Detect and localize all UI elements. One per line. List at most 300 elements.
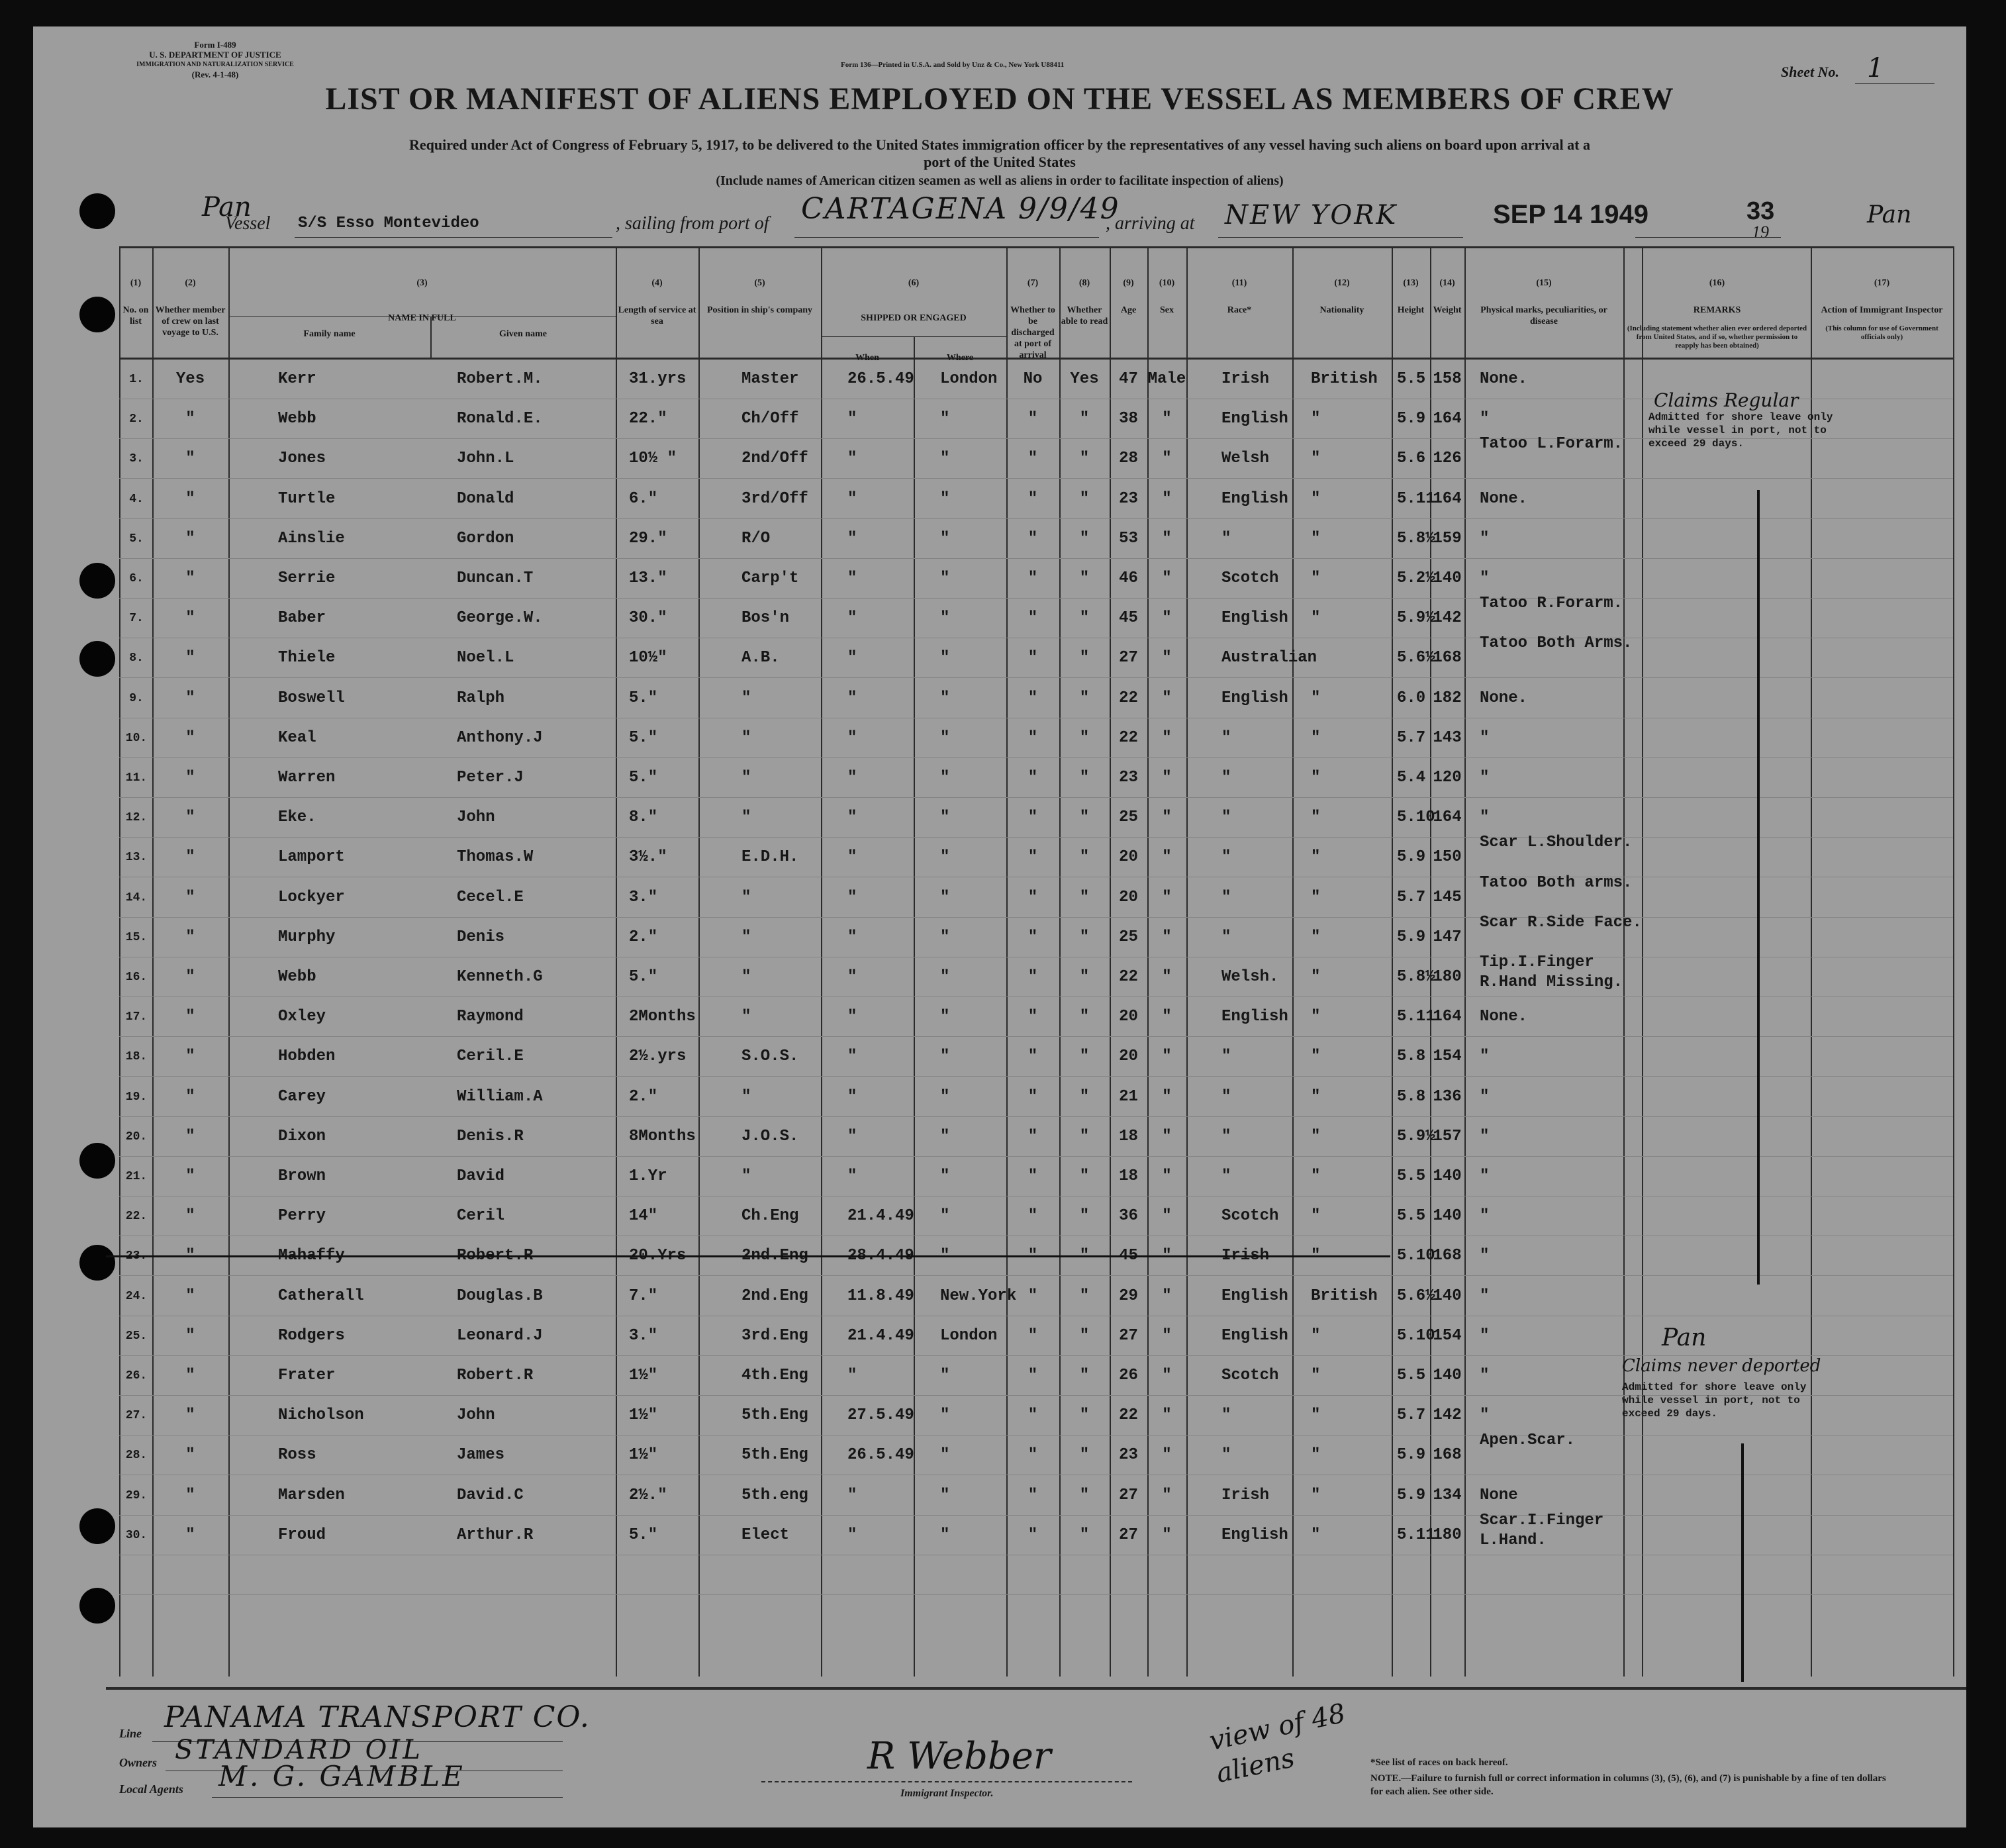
row-given: John.L (457, 450, 514, 467)
row-when: 21.4.49 (847, 1327, 914, 1345)
row-sex: " (1162, 649, 1172, 667)
row-race: Australian (1221, 649, 1317, 667)
row-no: 23. (125, 1249, 148, 1263)
row-where: " (940, 928, 950, 946)
column-divider (616, 246, 617, 1677)
shipped-subheader-split (914, 336, 915, 1677)
row-sex: " (1162, 1247, 1172, 1265)
row-weight: 143 (1433, 729, 1462, 747)
row-last-voyage: " (185, 1486, 195, 1504)
column-number: (4) (651, 278, 663, 288)
row-race: English (1221, 410, 1288, 428)
row-no: 19. (125, 1091, 148, 1104)
row-service: 29." (629, 530, 667, 548)
row-height: 5.11 (1397, 1008, 1435, 1026)
row-last-voyage: " (185, 1247, 195, 1265)
row-marks: " (1480, 769, 1490, 787)
row-nationality: " (1311, 1526, 1321, 1544)
row-no: 7. (129, 612, 144, 625)
row-marks: None. (1480, 370, 1528, 388)
row-height: 5.6½ (1397, 1287, 1435, 1305)
row-position: Master (741, 370, 799, 388)
row-race: " (1221, 1406, 1231, 1424)
remarks-shore-leave-2: Admitted for shore leave only while vessel in port, not to exceed 29 days. (1622, 1381, 1807, 1420)
row-height: 5.8½ (1397, 530, 1435, 548)
row-race: Scotch (1221, 1207, 1279, 1225)
column-divider (698, 246, 700, 1677)
row-height: 5.11 (1397, 490, 1435, 508)
sheet-number: 1 (1867, 53, 1884, 83)
department-name: U. S. DEPARTMENT OF JUSTICE (149, 50, 281, 60)
row-marks: Tatoo Both arms. (1480, 874, 1633, 892)
row-given: Gordon (457, 530, 514, 548)
row-height: 5.6½ (1397, 649, 1435, 667)
row-rule (119, 518, 1953, 519)
row-last-voyage: " (185, 1367, 195, 1385)
row-sex: " (1162, 1128, 1172, 1145)
sailing-label: , sailing from port of (616, 213, 769, 234)
row-height: 5.9½ (1397, 609, 1435, 627)
row-service: 30." (629, 609, 667, 627)
row-race: " (1221, 729, 1231, 747)
sailing-port: CARTAGENA 9/9/49 (801, 192, 1120, 226)
row-family: Ross (278, 1446, 316, 1464)
row-where: " (940, 1128, 950, 1145)
row-no: 28. (125, 1449, 148, 1462)
row-no: 4. (129, 493, 144, 506)
row-weight: 168 (1433, 1446, 1462, 1464)
row-weight: 142 (1433, 609, 1462, 627)
row-height: 5.9 (1397, 928, 1426, 946)
row-service: 5." (629, 1526, 658, 1544)
row-nationality: " (1311, 1446, 1321, 1464)
failure-note: NOTE.—Failure to furnish full or correct information in columns (3), (5), (6), and (7) is punishable by a fine of ten dollars for each alien. See other side. (1370, 1773, 1886, 1797)
row-no: 8. (129, 652, 144, 665)
row-given: John (457, 1406, 495, 1424)
row-service: 5." (629, 769, 658, 787)
row-no: 10. (125, 732, 148, 745)
row-when: " (847, 649, 857, 667)
row-marks: " (1480, 1406, 1490, 1424)
row-read: " (1079, 848, 1090, 866)
row-when: " (847, 928, 857, 946)
column-header: Position in ship's company (706, 305, 813, 315)
row-discharge: " (1027, 1367, 1038, 1385)
row-nationality: " (1311, 1047, 1321, 1065)
row-sex: " (1162, 769, 1172, 787)
column-header: NAME IN FULL (388, 313, 456, 323)
row-read: " (1079, 1008, 1090, 1026)
row-nationality: " (1311, 410, 1321, 428)
inspector-label: Immigrant Inspector. (900, 1788, 994, 1799)
row-rule (119, 478, 1953, 479)
row-no: 1. (129, 373, 144, 386)
row-given: David.C (457, 1486, 524, 1504)
row-sex: " (1162, 530, 1172, 548)
row-where: " (940, 1247, 950, 1265)
row-height: 5.5 (1397, 1167, 1426, 1185)
row-weight: 142 (1433, 1406, 1462, 1424)
row-height: 5.11 (1397, 1526, 1435, 1544)
column-header: Length of service at sea (618, 305, 696, 326)
row-no: 15. (125, 931, 148, 944)
row-race: Irish (1221, 1247, 1270, 1265)
row-marks: Tatoo R.Forarm. (1480, 595, 1623, 612)
row-height: 5.5 (1397, 1207, 1426, 1225)
row-no: 18. (125, 1050, 148, 1063)
row-service: 2½.yrs (629, 1047, 687, 1065)
column-divider (1464, 246, 1466, 1677)
row-family: Dixon (278, 1128, 326, 1145)
row-family: Webb (278, 410, 316, 428)
row-where: " (940, 1088, 950, 1106)
row-position: " (741, 928, 751, 946)
row-last-voyage: " (185, 848, 195, 866)
column-header: SHIPPED OR ENGAGED (861, 313, 967, 323)
row-when: " (847, 1128, 857, 1145)
row-given: Robert.M. (457, 370, 543, 388)
column-subheader: Where (946, 353, 974, 363)
row-race: Welsh (1221, 450, 1270, 467)
row-given: Denis.R (457, 1128, 524, 1145)
row-sex: " (1162, 410, 1172, 428)
row-last-voyage: " (185, 530, 195, 548)
row-race: " (1221, 1047, 1231, 1065)
row-when: " (847, 848, 857, 866)
row-service: 3½." (629, 848, 667, 866)
row-when: 26.5.49 (847, 1446, 914, 1464)
row-weight: 164 (1433, 490, 1462, 508)
row-where: " (940, 1446, 950, 1464)
row-rule (119, 1076, 1953, 1077)
row-rule (119, 1036, 1953, 1037)
row-family: Carey (278, 1088, 326, 1106)
row-where: " (940, 729, 950, 747)
subtitle-act: Required under Act of Congress of February 5, 1917, to be delivered to the United States immigration officer by the representatives of any vessel having such aliens on board upon arrival at a (409, 136, 1590, 153)
row-weight: 136 (1433, 1088, 1462, 1106)
column-header: Whether to be discharged at port of arrival (1010, 305, 1055, 360)
row-position: " (741, 889, 751, 906)
line-value: PANAMA TRANSPORT CO. (164, 1700, 591, 1734)
row-weight: 140 (1433, 1367, 1462, 1385)
row-height: 5.9 (1397, 410, 1426, 428)
service-name: IMMIGRATION AND NATURALIZATION SERVICE (136, 61, 294, 68)
row-position: " (741, 1167, 751, 1185)
column-header: Action of Immigrant Inspector (1821, 305, 1943, 315)
row-read: " (1079, 689, 1090, 707)
row-age: 26 (1119, 1367, 1138, 1385)
row-marks: " (1480, 1327, 1490, 1345)
row-nationality: " (1311, 1008, 1321, 1026)
row-nationality: British (1311, 1287, 1378, 1305)
row-given: Anthony.J (457, 729, 543, 747)
row-service: 2Months (629, 1008, 696, 1026)
row-marks: " (1480, 729, 1490, 747)
row-discharge: " (1027, 410, 1038, 428)
agents-value: M. G. GAMBLE (218, 1760, 465, 1792)
row-service: 7." (629, 1287, 658, 1305)
row-position: J.O.S. (741, 1128, 799, 1145)
row-discharge: " (1027, 1207, 1038, 1225)
row-race: Scotch (1221, 1367, 1279, 1385)
row-family: Baber (278, 609, 326, 627)
row-age: 21 (1119, 1088, 1138, 1106)
row-service: 14" (629, 1207, 658, 1225)
row-given: George.W. (457, 609, 543, 627)
row-given: David (457, 1167, 505, 1185)
row-weight: 134 (1433, 1486, 1462, 1504)
row-service: 8Months (629, 1128, 696, 1145)
row-race: Irish (1221, 370, 1270, 388)
inspector-signature: R Webber (867, 1735, 1051, 1778)
column-divider (1953, 246, 1954, 1677)
row-no: 24. (125, 1290, 148, 1303)
row-service: 31.yrs (629, 370, 687, 388)
row-marks: " (1480, 569, 1490, 587)
row-nationality: " (1311, 1486, 1321, 1504)
row-weight: 120 (1433, 769, 1462, 787)
row-given: Noel.L (457, 649, 514, 667)
row-no: 11. (125, 771, 148, 785)
row-family: Turtle (278, 490, 336, 508)
row-nationality: " (1311, 1406, 1321, 1424)
row-height: 5.10 (1397, 808, 1435, 826)
row-position: 5th.eng (741, 1486, 808, 1504)
row-weight: 140 (1433, 1207, 1462, 1225)
row-marks: Tatoo L.Forarm. (1480, 435, 1623, 453)
row-family: Mahaffy (278, 1247, 345, 1265)
row-race: English (1221, 1327, 1288, 1345)
row-when: 11.8.49 (847, 1287, 914, 1305)
row-discharge: " (1027, 450, 1038, 467)
row-last-voyage: " (185, 1008, 195, 1026)
row-discharge: " (1027, 530, 1038, 548)
row-read: " (1079, 1446, 1090, 1464)
row-weight: 140 (1433, 1167, 1462, 1185)
row-read: " (1079, 1486, 1090, 1504)
column-divider (1811, 246, 1812, 1677)
row-height: 5.10 (1397, 1327, 1435, 1345)
row-when: " (847, 490, 857, 508)
row-read: " (1079, 889, 1090, 906)
row-last-voyage: " (185, 1088, 195, 1106)
row-discharge: " (1027, 1047, 1038, 1065)
row-service: 1.Yr (629, 1167, 667, 1185)
row-age: 22 (1119, 968, 1138, 986)
column-header: Sex (1160, 305, 1174, 315)
row-marks: Tip.I.Finger R.Hand Missing. (1480, 953, 1623, 991)
column-number: (3) (416, 278, 428, 288)
agents-underline (212, 1797, 563, 1798)
row-weight: 164 (1433, 1008, 1462, 1026)
row-height: 6.0 (1397, 689, 1426, 707)
row-discharge: " (1027, 609, 1038, 627)
column-header: No. on list (122, 305, 149, 326)
row-sex: " (1162, 1047, 1172, 1065)
row-sex: " (1162, 928, 1172, 946)
row-marks: " (1480, 1128, 1490, 1145)
row-where: London (940, 1327, 998, 1345)
line-label: Line (119, 1727, 142, 1740)
row-race: " (1221, 889, 1231, 906)
row-when: " (847, 1008, 857, 1026)
row-service: 10½ " (629, 450, 677, 467)
row-when: " (847, 889, 857, 906)
column-divider (1392, 246, 1393, 1677)
row-given: Denis (457, 928, 505, 946)
row-where: New.York (940, 1287, 1017, 1305)
row-given: Raymond (457, 1008, 524, 1026)
row-sex: " (1162, 729, 1172, 747)
row-discharge: " (1027, 1446, 1038, 1464)
row-family: Frater (278, 1367, 336, 1385)
row-where: " (940, 968, 950, 986)
row-age: 25 (1119, 928, 1138, 946)
row-position: 3rd.Eng (741, 1327, 808, 1345)
row-read: " (1079, 769, 1090, 787)
column-subheader: Family name (303, 329, 356, 339)
owners-value: STANDARD OIL (175, 1735, 423, 1765)
column-number: (11) (1231, 278, 1247, 288)
column-number: (15) (1536, 278, 1552, 288)
vessel-name: S/S Esso Montevideo (298, 215, 479, 232)
row-race: English (1221, 1287, 1288, 1305)
row-when: 21.4.49 (847, 1207, 914, 1225)
column-divider (1292, 246, 1294, 1677)
row-marks: " (1480, 808, 1490, 826)
row-service: 1½" (629, 1406, 658, 1424)
row-read: " (1079, 1287, 1090, 1305)
row-when: " (847, 410, 857, 428)
column-number: (14) (1439, 278, 1455, 288)
row-last-voyage: " (185, 689, 195, 707)
row-nationality: " (1311, 808, 1321, 826)
row-marks: " (1480, 1047, 1490, 1065)
row-position: R/O (741, 530, 771, 548)
column-number: (1) (130, 278, 142, 288)
pan-mark: Pan (202, 192, 252, 222)
row-given: William.A (457, 1088, 543, 1106)
row-height: 5.9 (1397, 848, 1426, 866)
row-discharge: " (1027, 1247, 1038, 1265)
row-marks: " (1480, 1088, 1490, 1106)
row-nationality: " (1311, 689, 1321, 707)
row-discharge: " (1027, 1327, 1038, 1345)
row-read: " (1079, 1128, 1090, 1145)
row-read: " (1079, 968, 1090, 986)
row-marks: None (1480, 1486, 1518, 1504)
row-given: Robert.R (457, 1247, 534, 1265)
row-marks: None. (1480, 689, 1528, 707)
row-where: " (940, 1526, 950, 1544)
row-position: E.D.H. (741, 848, 799, 866)
row-when: 28.4.49 (847, 1247, 914, 1265)
row-discharge: " (1027, 490, 1038, 508)
row-weight: 147 (1433, 928, 1462, 946)
row-age: 20 (1119, 848, 1138, 866)
row-race: " (1221, 769, 1231, 787)
row-discharge: " (1027, 1167, 1038, 1185)
row-read: " (1079, 1088, 1090, 1106)
vessel-label: Vessel (225, 213, 271, 234)
row-age: 47 (1119, 370, 1138, 388)
row-nationality: " (1311, 450, 1321, 467)
row-discharge: " (1027, 968, 1038, 986)
column-number: (13) (1403, 278, 1419, 288)
row-service: 2½." (629, 1486, 667, 1504)
row-given: Leonard.J (457, 1327, 543, 1345)
remarks-vertical-stroke (1757, 490, 1760, 1285)
row-age: 27 (1119, 649, 1138, 667)
row-no: 29. (125, 1489, 148, 1502)
row-nationality: " (1311, 1367, 1321, 1385)
row-where: " (940, 769, 950, 787)
row-nationality: " (1311, 609, 1321, 627)
column-number: (8) (1078, 278, 1090, 288)
row-where: London (940, 370, 998, 388)
row-where: " (940, 490, 950, 508)
row-position: A.B. (741, 649, 780, 667)
row-age: 18 (1119, 1167, 1138, 1185)
row-last-voyage: " (185, 1287, 195, 1305)
row-last-voyage: " (185, 1167, 195, 1185)
row-read: " (1079, 490, 1090, 508)
row-service: 22." (629, 410, 667, 428)
row-last-voyage: " (185, 1406, 195, 1424)
row-rule (119, 598, 1953, 599)
agents-label: Local Agents (119, 1782, 183, 1796)
row-where: " (940, 609, 950, 627)
row-no: 6. (129, 572, 144, 585)
row-when: " (847, 1367, 857, 1385)
row-family: Kerr (278, 370, 316, 388)
row-service: 5." (629, 729, 658, 747)
row-height: 5.8½ (1397, 968, 1435, 986)
row-height: 5.8 (1397, 1088, 1426, 1106)
row-given: Duncan.T (457, 569, 534, 587)
row-family: Froud (278, 1526, 326, 1544)
row-nationality: " (1311, 1207, 1321, 1225)
column-header-note: (Including statement whether alien ever ordered deported from United States, and if so, whether permission to reapply has been obtained) (1627, 324, 1807, 350)
crew-table (33, 26, 1966, 1827)
row-read: " (1079, 450, 1090, 467)
row-strike-through (106, 1255, 1390, 1257)
row-discharge: " (1027, 1088, 1038, 1106)
row-sex: " (1162, 490, 1172, 508)
row-where: " (940, 530, 950, 548)
row-sex: " (1162, 1167, 1172, 1185)
row-discharge: " (1027, 769, 1038, 787)
row-height: 5.7 (1397, 1406, 1426, 1424)
row-rule (119, 917, 1953, 918)
row-discharge: " (1027, 729, 1038, 747)
row-last-voyage: " (185, 729, 195, 747)
row-weight: 180 (1433, 968, 1462, 986)
row-where: " (940, 1008, 950, 1026)
row-read: " (1079, 609, 1090, 627)
row-family: Serrie (278, 569, 336, 587)
row-race: " (1221, 1446, 1231, 1464)
row-where: " (940, 889, 950, 906)
column-header: Race* (1227, 305, 1252, 315)
row-last-voyage: " (185, 1446, 195, 1464)
row-last-voyage: " (185, 1128, 195, 1145)
row-no: 27. (125, 1409, 148, 1422)
row-sex: " (1162, 1446, 1172, 1464)
row-weight: 182 (1433, 689, 1462, 707)
row-position: " (741, 1008, 751, 1026)
arriving-port: NEW YORK (1225, 200, 1398, 230)
